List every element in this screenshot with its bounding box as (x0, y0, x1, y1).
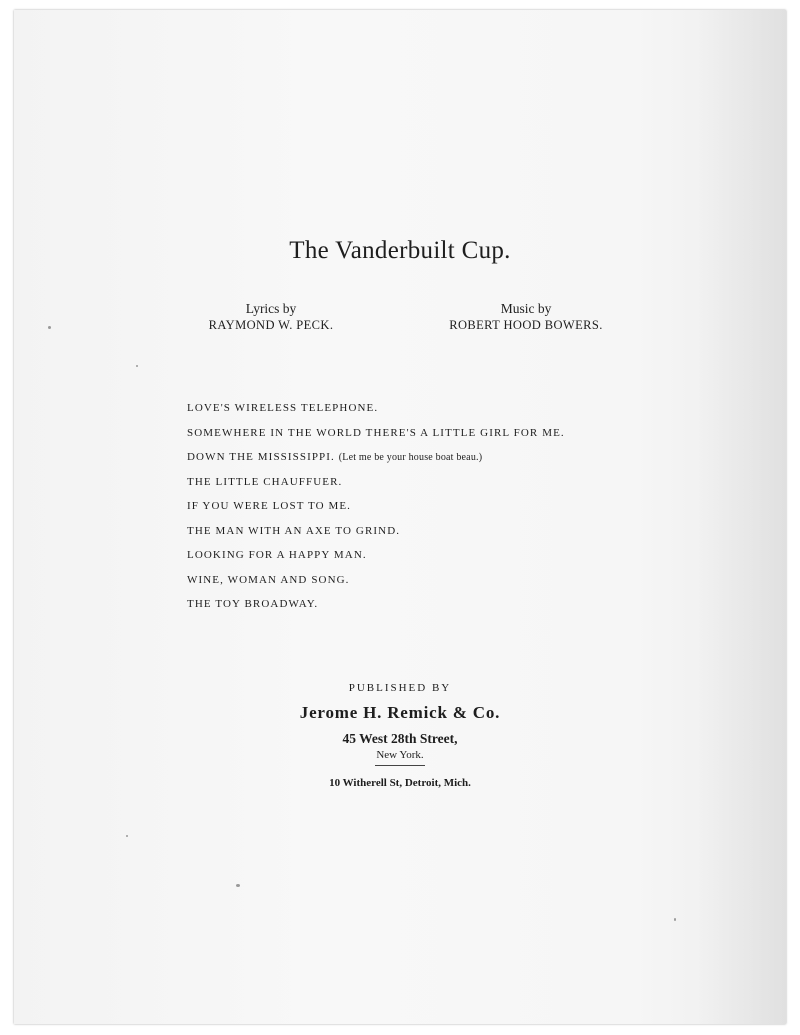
publisher-name: Jerome H. Remick & Co. (299, 703, 501, 722)
paper-speck (126, 835, 128, 837)
publisher-street: 45 West 28th Street, (342, 731, 458, 746)
publisher-city: New York. (376, 749, 424, 761)
song-item (187, 445, 565, 470)
sheet-music-page (14, 10, 786, 1024)
song-item (187, 396, 565, 421)
lyrics-credit (186, 300, 356, 334)
song-item (187, 494, 565, 519)
song-title: WINE, WOMAN AND SONG. (187, 573, 350, 586)
page-title: The Vanderbuilt Cup. (289, 237, 511, 264)
publisher-branch-address: 10 Witherell St, Detroit, Mich. (329, 777, 471, 789)
lyrics-role: Lyrics by (245, 301, 297, 316)
song-title: LOVE'S WIRELESS TELEPHONE. (187, 402, 379, 414)
song-note: (Let me be your house boat beau.) (338, 452, 483, 463)
music-role: Music by (500, 301, 552, 316)
song-title: THE MAN WITH AN AXE TO GRIND. (187, 524, 401, 537)
song-item (187, 421, 565, 446)
paper-speck (674, 918, 676, 921)
song-item (187, 519, 565, 544)
song-item (187, 568, 565, 593)
composer-name: ROBERT HOOD BOWERS. (449, 318, 603, 332)
song-title: LOOKING FOR A HAPPY MAN. (187, 549, 367, 561)
song-title: THE TOY BROADWAY. (187, 598, 319, 610)
song-title: DOWN THE MISSISSIPPI. (187, 451, 335, 463)
paper-speck (136, 365, 138, 367)
divider (375, 765, 425, 766)
song-title: THE LITTLE CHAUFFUER. (187, 475, 343, 488)
song-item (187, 543, 565, 568)
paper-speck (236, 884, 240, 887)
song-title: IF YOU WERE LOST TO ME. (187, 500, 352, 512)
published-by-label: PUBLISHED BY (348, 682, 452, 694)
song-item (187, 592, 565, 617)
music-credit (426, 300, 626, 334)
lyricist-name: RAYMOND W. PECK. (208, 318, 334, 332)
publisher-block (14, 680, 786, 792)
song-list (187, 396, 565, 617)
song-item (187, 470, 565, 495)
paper-speck (48, 326, 51, 329)
song-title: SOMEWHERE IN THE WORLD THERE'S A LITTLE GIRL FOR ME. (187, 426, 565, 439)
